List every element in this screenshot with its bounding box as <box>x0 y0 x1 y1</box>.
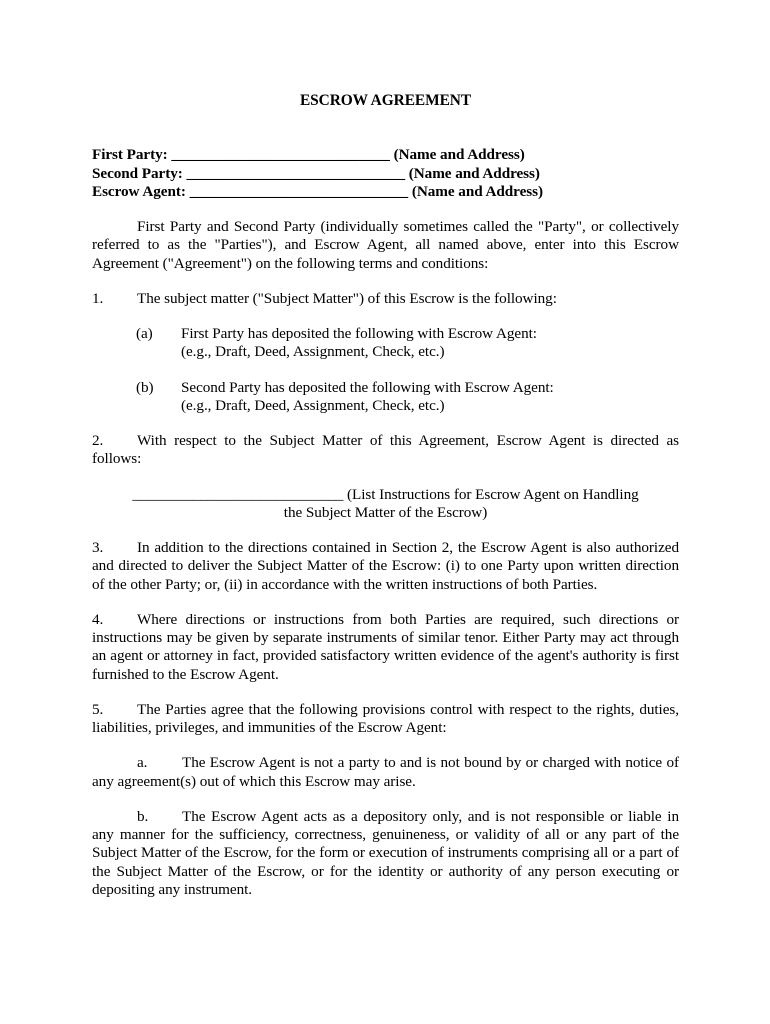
item-a-marker: a. <box>137 754 148 772</box>
intro-text-1: First Party and Second Party (individually sometimes called the "Party", or collectively <box>137 218 679 235</box>
section-1-line-1 <box>92 290 679 308</box>
escrow-instructions-block <box>92 486 679 523</box>
section-5-line-1 <box>92 701 679 719</box>
second-party-suffix: (Name and Address) <box>408 164 540 182</box>
item-a-line-1 <box>92 754 679 772</box>
subsection-a-line-1: First Party has deposited the following with Escrow Agent: <box>181 325 537 342</box>
subsection-a-marker: (a) <box>136 325 153 342</box>
section-4-number: 4. <box>92 610 104 628</box>
subsection-b-line-2: (e.g., Draft, Deed, Assignment, Check, etc.) <box>181 396 445 414</box>
section-2-line-2: follows: <box>92 450 142 468</box>
section-4-line-1 <box>92 611 679 629</box>
first-party-label: First Party: <box>92 146 168 164</box>
escrow-agent-blank-line: _____________________________ <box>189 182 409 200</box>
intro-line-3: Agreement ("Agreement") on the following terms and conditions: <box>92 254 489 272</box>
section-5 <box>92 701 679 738</box>
section-3 <box>92 539 679 594</box>
party-line-escrow-agent <box>92 183 679 201</box>
section-4-text: Where directions or instructions from both Parties are required, such directions or <box>137 610 679 628</box>
section-3-line-2: and directed to deliver the Subject Matter of the Escrow: (i) to one Party upon written direction <box>92 557 679 575</box>
section-3-number: 3. <box>92 539 104 556</box>
item-b-text: The Escrow Agent acts as a depository only, and is not responsible or liable in <box>182 807 679 825</box>
section-4 <box>92 611 679 684</box>
first-party-suffix: (Name and Address) <box>393 146 525 164</box>
item-b-line-3: Subject Matter of the Escrow, for the form or execution of instruments comprising all or a part of <box>92 844 679 862</box>
subsection-b-line-1: Second Party has deposited the following with Escrow Agent: <box>181 378 554 396</box>
section-1-text: The subject matter ("Subject Matter") of this Escrow is the following: <box>137 289 557 307</box>
escrow-agent-suffix: (Name and Address) <box>411 182 543 200</box>
party-line-first-party <box>92 146 679 164</box>
item-b-marker: b. <box>137 807 149 825</box>
item-a-line-2: any agreement(s) out of which this Escrow may arise. <box>92 772 416 790</box>
section-4-line-4: furnished to the Escrow Agent. <box>92 665 279 683</box>
section-5-number: 5. <box>92 700 104 718</box>
instructions-note-1: (List Instructions for Escrow Agent on Handling <box>347 485 639 503</box>
item-b-line-2: any manner for the sufficiency, correctness, genuineness, or validity of all or any part of the <box>92 826 679 843</box>
party-block <box>92 146 679 201</box>
subsection-b-marker: (b) <box>136 378 154 396</box>
section-2-text: With respect to the Subject Matter of this Agreement, Escrow Agent is directed as <box>137 432 679 449</box>
subsection-b <box>92 379 679 416</box>
section-3-line-3: of the other Party; or, (ii) in accordance with the written instructions of both Parties. <box>92 575 598 593</box>
subsection-a-line-2: (e.g., Draft, Deed, Assignment, Check, etc.) <box>181 343 445 361</box>
item-a <box>92 754 679 791</box>
intro-line-2: referred to as the "Parties"), and Escrow Agent, all named above, enter into this Escrow <box>92 236 679 254</box>
instructions-note-2: the Subject Matter of the Escrow) <box>283 503 488 521</box>
item-b-line-1 <box>92 808 679 826</box>
intro-line-1 <box>92 218 679 236</box>
section-4-line-3: an agent or attorney in fact, provided satisfactory written evidence of the agent's authority is first <box>92 647 679 665</box>
item-b-line-5: depositing any instrument. <box>92 880 253 898</box>
first-party-blank-line: _____________________________ <box>171 146 390 164</box>
section-2 <box>92 432 679 469</box>
section-4-line-2: instructions may be given by separate instruments of similar tenor. Either Party may act through <box>92 629 679 646</box>
section-3-text: In addition to the directions contained in Section 2, the Escrow Agent is also authorized <box>137 539 679 556</box>
item-b-line-4: the Subject Matter of the Escrow, or for the identity or authority of any person executing or <box>92 862 679 880</box>
section-3-line-1 <box>92 539 679 557</box>
section-1 <box>92 290 679 308</box>
item-b <box>92 808 679 899</box>
document-title: ESCROW AGREEMENT <box>299 92 472 109</box>
intro-paragraph <box>92 218 679 273</box>
second-party-label: Second Party: <box>92 164 183 182</box>
section-1-number: 1. <box>92 289 104 307</box>
section-2-number: 2. <box>92 432 104 449</box>
section-2-line-1 <box>92 432 679 450</box>
section-5-line-2: liabilities, privileges, and immunities of the Escrow Agent: <box>92 719 447 736</box>
second-party-blank-line: _____________________________ <box>186 164 405 182</box>
section-5-text: The Parties agree that the following provisions control with respect to the rights, duties, <box>137 700 679 718</box>
instructions-line-1 <box>92 486 679 504</box>
subsection-a <box>92 325 679 362</box>
item-a-text: The Escrow Agent is not a party to and is not bound by or charged with notice of <box>182 754 679 772</box>
escrow-agent-label: Escrow Agent: <box>92 182 186 200</box>
party-line-second-party <box>92 165 679 183</box>
instructions-blank-line: ____________________________ <box>132 485 344 503</box>
